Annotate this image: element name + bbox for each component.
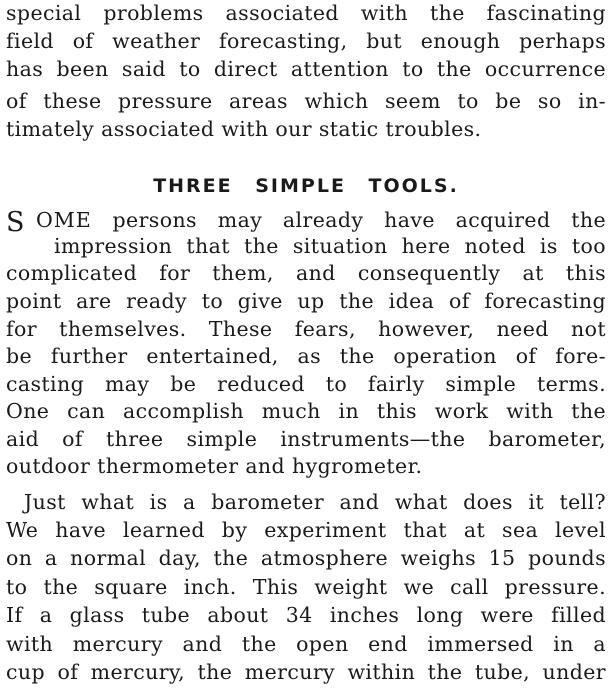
- intro-line-4: of these pressure areas which seem to be so in-: [6, 89, 606, 113]
- para1-line-5: for themselves. These fears, however, need not: [6, 317, 606, 341]
- para1-first-line: [36, 207, 606, 233]
- para2-line-7: cup of mercury, the mercury within the tube, under: [6, 660, 606, 684]
- section-heading: THREE SIMPLE TOOLS.: [153, 175, 459, 197]
- first-word-caps: OME: [36, 208, 92, 232]
- para1-line-2: impression that the situation here noted is too: [54, 234, 606, 258]
- para1-line-10: outdoor thermometer and hygrometer.: [6, 454, 423, 478]
- intro-line-5: timately associated with our static troubles.: [6, 117, 482, 141]
- intro-line-3: has been said to direct attention to the occurrence: [6, 57, 606, 81]
- para1-line-8: One can accomplish much in this work with the: [6, 399, 606, 423]
- intro-line-1: special problems associated with the fascinating: [6, 1, 606, 25]
- intro-line-2: field of weather forecasting, but enough perhaps: [6, 29, 606, 53]
- para2-line-6: with mercury and the open end immersed in a: [6, 632, 606, 656]
- para1-line-3: complicated for them, and consequently at this: [6, 261, 606, 285]
- first-line-text: persons may already have acquired the: [112, 208, 606, 232]
- drop-cap: S: [6, 207, 25, 238]
- para1-line-4: point are ready to give up the idea of forecasting: [6, 289, 606, 313]
- para2-line-5: If a glass tube about 34 inches long were filled: [6, 603, 606, 627]
- document-page: [6, 0, 606, 698]
- para2-line-3: on a normal day, the atmosphere weighs 15 pounds: [6, 546, 606, 570]
- para1-line-7: casting may be reduced to fairly simple terms.: [6, 372, 606, 396]
- para2-line-1: Just what is a barometer and what does it tell?: [24, 490, 606, 514]
- para2-line-4: to the square inch. This weight we call pressure.: [6, 575, 606, 599]
- para2-line-2: We have learned by experiment that at sea level: [6, 518, 606, 542]
- para1-line-9: aid of three simple instruments—the barometer,: [6, 427, 606, 451]
- para1-line-6: be further entertained, as the operation of fore-: [6, 344, 606, 368]
